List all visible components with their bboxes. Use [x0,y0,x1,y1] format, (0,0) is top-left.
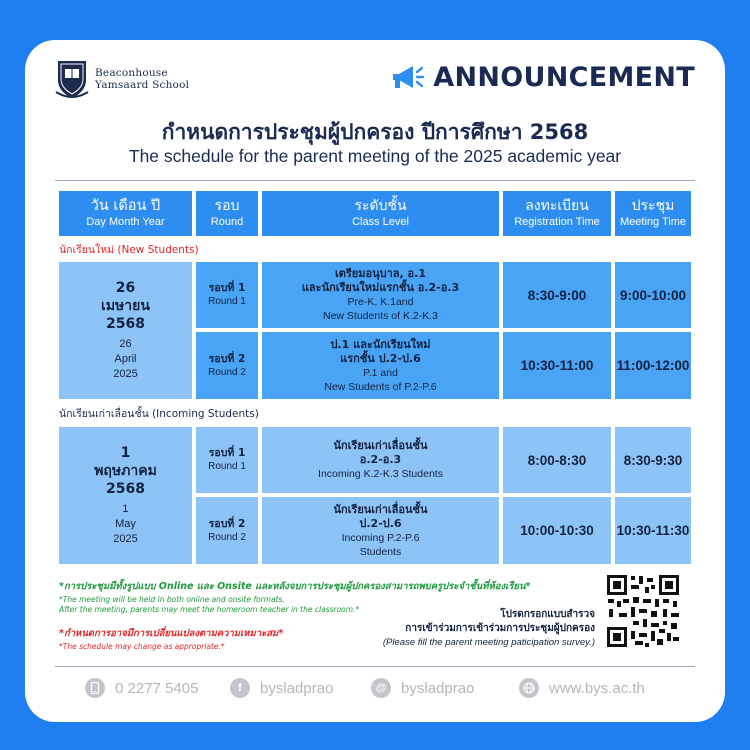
class-level-cell [262,427,499,493]
date-day-th: 26 [115,280,136,296]
date-month-en: May [115,518,136,530]
note-schedule-change-en: *The schedule may change as appropriate.* [59,642,225,651]
meeting-time: 9:00-10:00 [615,262,691,328]
divider [55,180,695,181]
class-level-th: อ.2-อ.3 [359,453,402,466]
footer-line[interactable] [371,678,474,698]
class-level-th: ป.2-ป.6 [359,516,402,530]
class-level-cell [262,332,499,399]
phone-icon [85,678,105,698]
announcement-title: ANNOUNCEMENT [433,62,695,93]
facebook-handle: bysladprao [260,679,334,697]
note-online-onsite-en-line2: After the meeting, parents may meet the homeroom teacher in the classroom.* [59,605,360,614]
column-header-class-level [262,191,499,236]
class-level-en: Incoming P.2-P.6 [341,531,420,544]
class-level-th: นักเรียนเก่าเลื่อนชั้น [333,439,428,452]
date-day-en: 1 [122,503,129,515]
round-cell [196,332,258,399]
note-online-onsite-en-line1: *The meeting will be held in both online and onsite formats. [59,595,285,604]
class-level-th: และนักเรียนใหม่แรกชั้น อ.2-อ.3 [301,281,460,294]
school-name [95,67,189,91]
note-schedule-change-th: *กำหนดการอาจมีการเปลี่ยนแปลงตามความเหมาะสม* [59,628,284,639]
registration-time: 10:30-11:00 [503,332,611,399]
class-level-en: Students [359,545,402,558]
round-th: รอบที่ 1 [208,282,246,294]
class-level-en: New Students of P.2-P.6 [324,380,437,393]
column-header-registration-en: Registration Time [514,216,600,228]
meeting-time: 11:00-12:00 [615,332,691,399]
phone-number: 0 2277 5405 [115,679,199,697]
announcement-card [25,40,725,722]
footer-facebook[interactable] [230,678,333,698]
class-level-en: P.1 and [363,366,398,379]
website-url: www.bys.ac.th [549,679,645,697]
round-th: รอบที่ 2 [208,352,246,365]
globe-icon [519,678,539,698]
meeting-time: 8:30-9:30 [615,427,691,493]
round-cell [196,262,258,328]
page-title-english: The schedule for the parent meeting of the 2025 academic year [128,146,622,166]
note-online-onsite-th: *การประชุมมีทั้งรูปแบบ Online และ Onsite และหลังจบการประชุมผู้ปกครองสามารถพบครูประจำชั้นที่ห้องเรียน* [59,581,531,592]
column-header-round [196,191,258,236]
date-month-th: พฤษภาคม [94,463,157,479]
column-header-class-level-th: ระดับชั้น [354,198,407,214]
footer-divider [55,666,695,667]
class-level-en: Incoming K.2-K.3 Students [318,468,443,480]
round-cell [196,497,258,564]
survey-prompt [383,608,595,650]
class-level-en: Pre-K, K.1and [347,296,414,308]
date-year-th: 2568 [106,316,145,332]
footer [25,678,725,702]
date-en [113,337,137,382]
section-label-incoming-students: นักเรียนเก่าเลื่อนชั้น (Incoming Students) [59,408,259,420]
line-handle: bysladprao [401,679,475,697]
footer-website[interactable] [519,678,645,698]
round-cell [196,427,258,493]
qr-code-icon[interactable] [605,573,681,649]
column-header-meeting-th: ประชุม [631,198,675,214]
date-en [113,502,137,547]
survey-line1: โปรดกรอกแบบสำรวจ [500,609,595,620]
school-name-line2: Yamsaard School [95,79,190,91]
column-header-registration-th: ลงทะเบียน [525,198,589,214]
class-level-th: นักเรียนเก่าเลื่อนชั้น [333,502,428,516]
survey-line2: การเข้าร่วมการเข้าร่วมการประชุมผู้ปกครอง [405,623,595,634]
round-en: Round 1 [208,461,246,472]
class-level-cell [262,262,499,328]
column-header-class-level-en: Class Level [352,216,409,228]
registration-time: 8:00-8:30 [503,427,611,493]
footer-phone[interactable] [85,678,198,698]
column-header-registration [503,191,611,236]
registration-time: 10:00-10:30 [503,497,611,564]
announcement-heading [389,62,695,93]
date-month-en: April [114,353,137,365]
registration-time: 8:30-9:00 [503,262,611,328]
school-logo[interactable] [55,58,189,100]
date-cell [59,262,192,399]
date-year-en: 2025 [113,533,138,545]
date-cell [59,427,192,564]
date-day-th: 1 [120,445,131,461]
round-en: Round 2 [208,531,246,543]
column-header-date-th: วัน เดือน ปี [90,198,161,214]
date-month-th: เมษายน [101,298,150,314]
date-year-th: 2568 [106,481,145,497]
school-crest-icon [55,58,89,100]
column-header-date-en: Day Month Year [86,216,165,228]
survey-line3: (Please fill the parent meeting paticipation survey.) [382,637,595,648]
meeting-time: 10:30-11:30 [615,497,691,564]
date-day-en: 26 [119,338,132,350]
page-title-thai: กำหนดการประชุมผู้ปกครอง ปีการศึกษา 2568 [161,120,589,144]
date-year-en: 2025 [113,368,138,380]
column-header-meeting-en: Meeting Time [619,216,687,228]
megaphone-icon [389,63,425,93]
school-name-line1: Beaconhouse [95,67,168,79]
column-header-round-th: รอบ [214,198,240,214]
column-header-date [59,191,192,236]
class-level-th: แรกชั้น ป.2-ป.6 [340,351,421,365]
class-level-cell [262,497,499,564]
at-icon: @ [371,678,391,698]
note-online-onsite-en [59,595,419,615]
class-level-th: เตรียมอนุบาล, อ.1 [335,267,426,280]
round-en: Round 2 [208,366,246,378]
column-header-meeting [615,191,691,236]
facebook-icon: f [230,678,250,698]
round-th: รอบที่ 1 [208,447,246,459]
class-level-en: New Students of K.2-K.3 [323,310,438,322]
round-th: รอบที่ 2 [208,517,246,530]
class-level-th: ป.1 และนักเรียนใหม่ [330,337,431,351]
column-header-round-en: Round [210,216,244,228]
section-label-new-students: นักเรียนใหม่ (New Students) [59,244,199,256]
round-en: Round 1 [208,296,246,307]
